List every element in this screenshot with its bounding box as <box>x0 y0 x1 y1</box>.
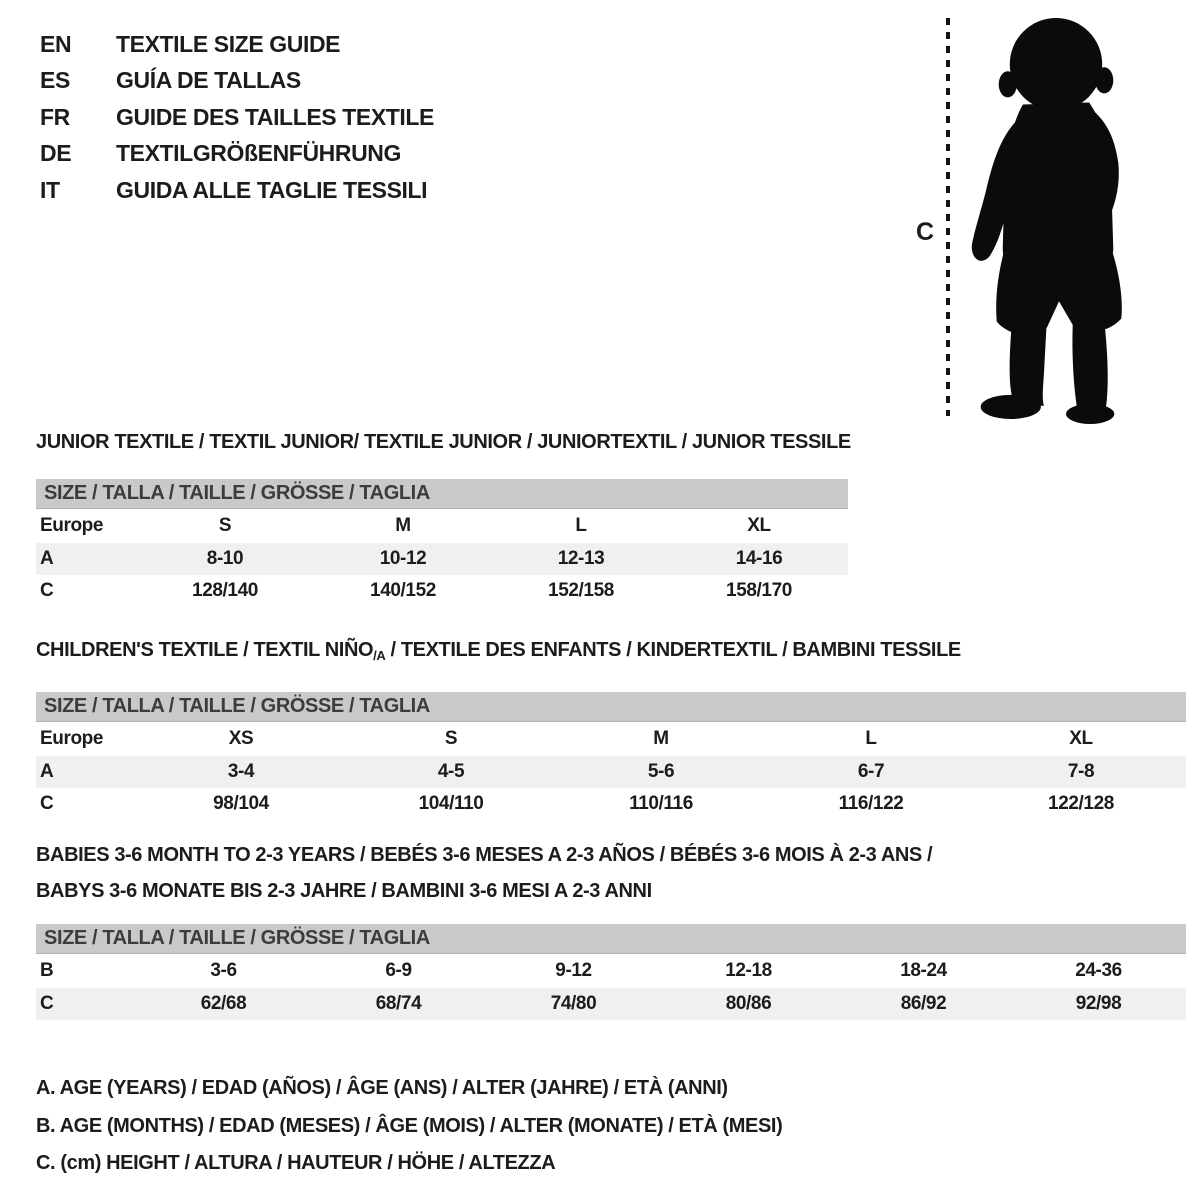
size-column: S <box>218 515 232 536</box>
age-value: 12-13 <box>557 548 605 569</box>
age-value: 3-4 <box>227 761 255 782</box>
region-label: Europe <box>40 515 104 536</box>
language-row-fr <box>40 99 434 136</box>
language-row-it <box>40 172 434 209</box>
heading-suffix: / TEXTILE DES ENFANTS / KINDERTEXTIL / BAMBINI TESSILE <box>385 639 961 661</box>
measure-label-c: C <box>916 218 934 246</box>
children-size-columns-row <box>36 722 1186 756</box>
height-value: 128/140 <box>192 580 258 601</box>
age-value: 9-12 <box>555 960 592 981</box>
height-value: 152/158 <box>548 580 614 601</box>
size-column: L <box>865 728 877 749</box>
size-column: XL <box>747 515 771 536</box>
children-section-heading <box>36 638 1186 668</box>
junior-row-height <box>36 575 848 607</box>
language-row-en <box>40 26 434 63</box>
age-value: 12-18 <box>725 960 772 981</box>
language-code: EN <box>40 30 72 57</box>
age-value: 18-24 <box>900 960 947 981</box>
size-column: M <box>395 515 411 536</box>
height-value: 116/122 <box>838 793 904 814</box>
age-value: 7-8 <box>1067 761 1095 782</box>
row-label: C <box>40 793 54 814</box>
row-label: C <box>40 993 54 1014</box>
section-junior-textile <box>36 430 851 607</box>
language-title: GUÍA DE TALLAS <box>116 67 301 94</box>
age-value: 6-7 <box>857 761 885 782</box>
junior-section-heading: JUNIOR TEXTILE / TEXTIL JUNIOR/ TEXTILE JUNIOR / JUNIORTEXTIL / JUNIOR TESSILE <box>36 431 851 453</box>
language-title-block <box>40 26 434 209</box>
height-value: 110/116 <box>629 793 693 814</box>
size-column: XS <box>228 728 254 749</box>
junior-size-columns-row <box>36 509 848 543</box>
height-value: 68/74 <box>375 993 422 1014</box>
size-column: S <box>444 728 458 749</box>
language-code: IT <box>40 176 60 203</box>
row-label: A <box>40 548 54 569</box>
row-label: C <box>40 580 54 601</box>
babies-section-heading-line1: BABIES 3-6 MONTH TO 2-3 YEARS / BEBÉS 3-6 MESES A 2-3 AÑOS / BÉBÉS 3-6 MOIS À 2-3 ANS / <box>36 844 933 866</box>
footnote-height-cm: C. (cm) HEIGHT / ALTURA / HAUTEUR / HÖHE / ALTEZZA <box>36 1152 556 1174</box>
language-code: ES <box>40 67 70 94</box>
language-title: TEXTILGRÖßENFÜHRUNG <box>116 140 401 167</box>
height-value: 140/152 <box>370 580 436 601</box>
junior-size-header-bar: SIZE / TALLA / TAILLE / GRÖSSE / TAGLIA <box>36 479 848 509</box>
children-size-header-bar: SIZE / TALLA / TAILLE / GRÖSSE / TAGLIA <box>36 692 1186 722</box>
children-row-age <box>36 756 1186 788</box>
dashed-measure-line <box>946 18 950 416</box>
children-row-height <box>36 788 1186 820</box>
footnote-age-years: A. AGE (YEARS) / EDAD (AÑOS) / ÂGE (ANS) / ALTER (JAHRE) / ETÀ (ANNI) <box>36 1077 728 1099</box>
height-measure-figure <box>900 10 1170 425</box>
age-value: 24-36 <box>1075 960 1122 981</box>
size-column: M <box>653 728 669 749</box>
junior-row-age <box>36 543 848 575</box>
babies-row-height <box>36 988 1186 1020</box>
row-label: B <box>40 960 54 981</box>
height-value: 62/68 <box>200 993 247 1014</box>
size-column: XL <box>1069 728 1093 749</box>
age-value: 14-16 <box>735 548 783 569</box>
babies-section-heading-line2: BABYS 3-6 MONATE BIS 2-3 JAHRE / BAMBINI 3-6 MESI A 2-3 ANNI <box>36 880 652 902</box>
height-value: 122/128 <box>1048 793 1114 814</box>
footnote-age-months: B. AGE (MONTHS) / EDAD (MESES) / ÂGE (MOIS) / ALTER (MONATE) / ETÀ (MESI) <box>36 1114 783 1137</box>
size-column: L <box>575 515 587 536</box>
height-value: 158/170 <box>726 580 792 601</box>
language-row-de <box>40 136 434 173</box>
section-babies-textile <box>36 843 1186 1020</box>
height-value: 80/86 <box>725 993 772 1014</box>
language-code: FR <box>40 103 70 130</box>
height-value: 74/80 <box>550 993 597 1014</box>
babies-row-age-months <box>36 954 1186 988</box>
age-value: 8-10 <box>206 548 244 569</box>
age-value: 4-5 <box>437 761 465 782</box>
heading-subscript: /A <box>373 648 386 663</box>
heading-prefix: CHILDREN'S TEXTILE / TEXTIL NIÑO <box>36 639 374 661</box>
language-title: TEXTILE SIZE GUIDE <box>116 30 341 57</box>
row-label: A <box>40 761 54 782</box>
age-value: 6-9 <box>385 960 412 981</box>
section-childrens-textile <box>36 638 1186 820</box>
language-title: GUIDE DES TAILLES TEXTILE <box>116 103 434 130</box>
height-value: 104/110 <box>418 793 484 814</box>
language-code: DE <box>40 140 72 167</box>
language-row-es <box>40 63 434 100</box>
age-value: 5-6 <box>647 761 675 782</box>
measurement-footnotes <box>36 1070 782 1183</box>
age-value: 3-6 <box>210 960 237 981</box>
language-title: GUIDA ALLE TAGLIE TESSILI <box>116 176 428 203</box>
region-label: Europe <box>40 728 104 749</box>
toddler-silhouette-image <box>962 12 1154 424</box>
height-value: 92/98 <box>1075 993 1122 1014</box>
babies-size-header-bar: SIZE / TALLA / TAILLE / GRÖSSE / TAGLIA <box>36 924 1186 954</box>
height-value: 86/92 <box>900 993 947 1014</box>
age-value: 10-12 <box>379 548 427 569</box>
height-value: 98/104 <box>213 793 269 814</box>
